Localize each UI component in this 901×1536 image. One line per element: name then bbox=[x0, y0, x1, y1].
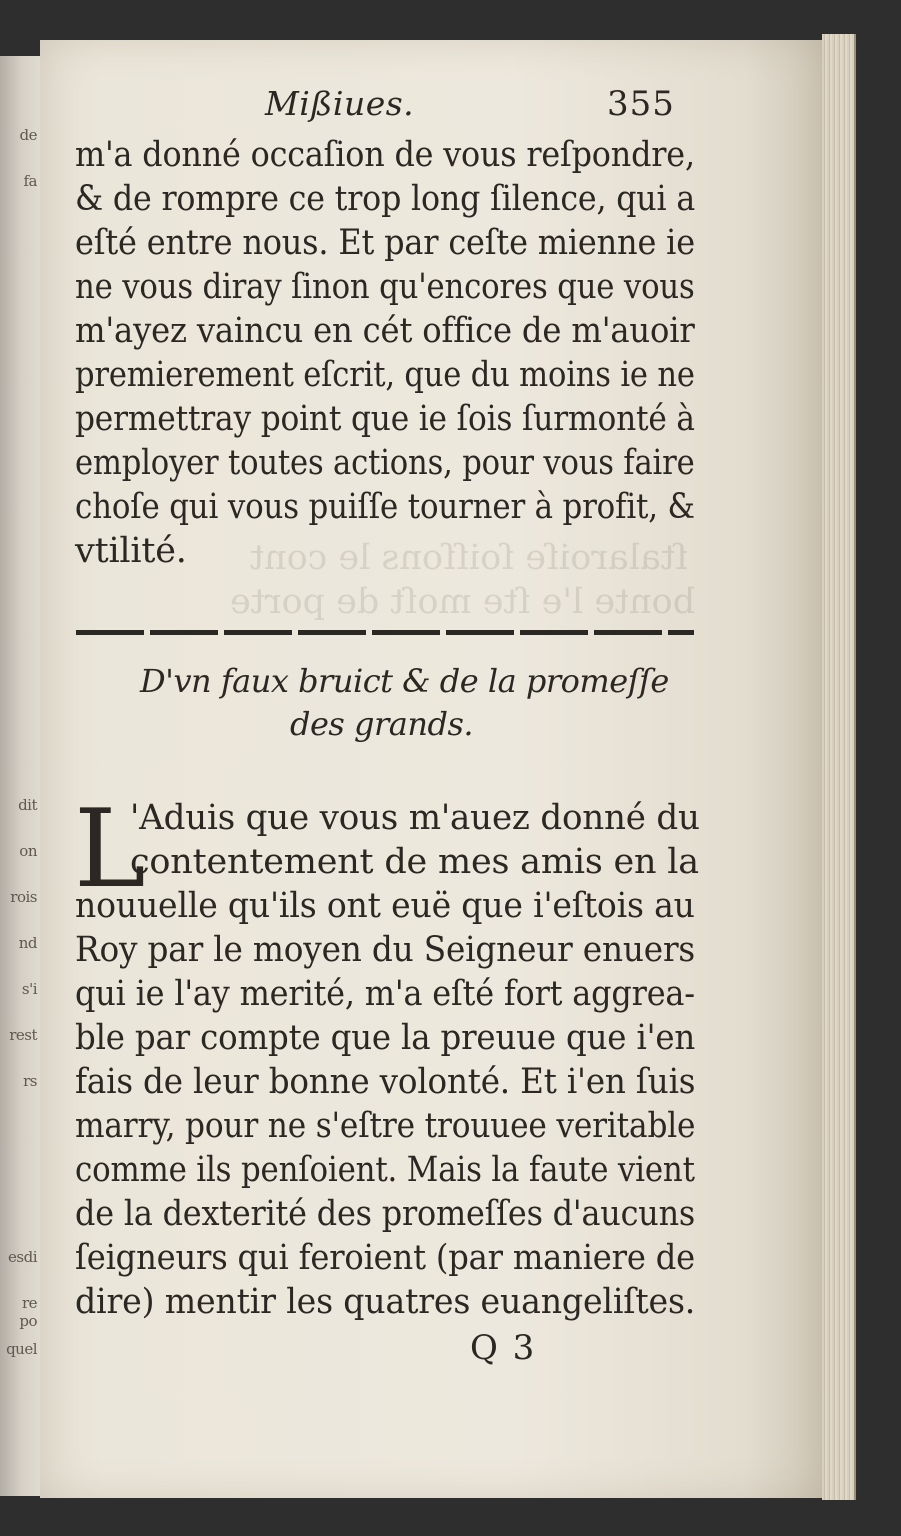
letter2-line: marry, pour ne s'eſtre trouuee veritable bbox=[75, 1106, 696, 1146]
letter1-line: m'ayez vaincu en cét office de m'auoir bbox=[75, 311, 695, 351]
prev-page-fragment: rs bbox=[23, 1072, 37, 1090]
prev-page-fragment: esdi bbox=[8, 1248, 37, 1266]
prev-page-fragment: re po bbox=[19, 1294, 37, 1330]
prev-page-fragment: de bbox=[19, 126, 37, 144]
letter1-line: employer toutes actions, pour vous faire bbox=[75, 443, 695, 483]
letter1-line: choſe qui vous puiſſe tourner à profit, & bbox=[75, 487, 695, 527]
section-heading-line: D'vn faux bruict & de la promeſſe bbox=[140, 662, 669, 700]
show-through: bonte l'e ſte moſt de porte bbox=[230, 582, 696, 622]
letter2-line: comme ils penſoient. Mais la faute vient bbox=[75, 1150, 695, 1190]
letter2-line: ſeigneurs qui feroient (par maniere de bbox=[75, 1238, 695, 1278]
show-through: ſtalaroiſe ſoiſſons le cont bbox=[250, 538, 688, 578]
letter2-line: Roy par le moyen du Seigneur enuers bbox=[75, 930, 696, 970]
prev-page-fragment: nd bbox=[18, 934, 37, 952]
letter2-line: 'Aduis que vous m'auez donné du bbox=[130, 798, 700, 838]
letter1-line: ne vous diray ſinon qu'encores que vous bbox=[75, 267, 695, 307]
letter1-line: & de rompre ce trop long ſilence, qui a bbox=[75, 179, 696, 219]
section-divider-rule bbox=[76, 630, 694, 635]
prev-page-fragment: s'i bbox=[21, 980, 37, 998]
letter2-line: contentement de mes amis en la bbox=[130, 842, 699, 882]
letter1-line: vtilité. bbox=[75, 531, 187, 571]
letter2-line: qui ie l'ay merité, m'a eſté fort aggrea- bbox=[75, 974, 695, 1014]
letter2-line: fais de leur bonne volonté. Et i'en ſuis bbox=[75, 1062, 696, 1102]
previous-page-edge bbox=[0, 56, 41, 1496]
prev-page-fragment: rois bbox=[10, 888, 37, 906]
prev-page-fragment: rest bbox=[9, 1026, 37, 1044]
letter1-line: permettray point que ie ſois ſurmonté à bbox=[75, 399, 695, 439]
letter1-line: premierement eſcrit, que du moins ie ne bbox=[75, 355, 695, 395]
letter2-line: nouuelle qu'ils ont euë que i'eſtois au bbox=[75, 886, 695, 926]
prev-page-fragment: on bbox=[19, 842, 37, 860]
drop-cap: L bbox=[74, 787, 146, 912]
letter1-line: eſté entre nous. Et par ceſte mienne ie bbox=[75, 223, 695, 263]
section-heading-line: des grands. bbox=[290, 705, 474, 743]
page-block-edge bbox=[822, 34, 856, 1500]
running-head: Mißiues. bbox=[265, 84, 415, 123]
signature-mark: Q 3 bbox=[470, 1328, 537, 1368]
letter2-line: de la dexterité des promeſſes d'aucuns bbox=[75, 1194, 696, 1234]
prev-page-fragment: quel bbox=[6, 1340, 37, 1358]
page-number: 355 bbox=[607, 84, 675, 124]
letter2-line: ble par compte que la preuue que i'en bbox=[75, 1018, 696, 1058]
letter2-line: dire) mentir les quatres euangeliſtes. bbox=[75, 1282, 696, 1322]
prev-page-fragment: dit bbox=[18, 796, 37, 814]
prev-page-fragment: fa bbox=[23, 172, 37, 190]
letter1-line: m'a donné occaſion de vous reſpondre, bbox=[75, 135, 695, 175]
